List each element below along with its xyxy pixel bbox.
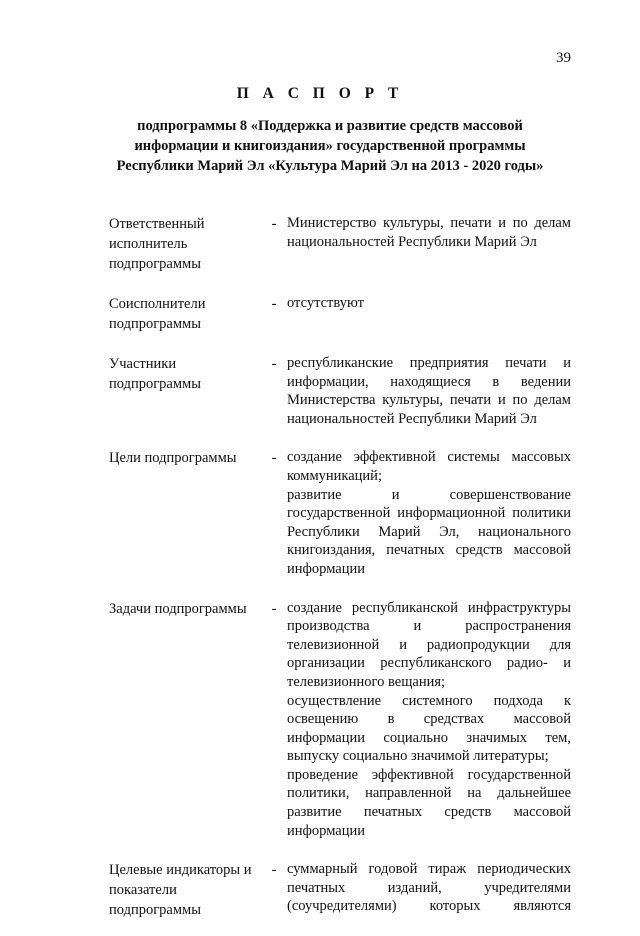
row-paragraph: республиканские предприятия печати и информации, находящиеся в ведении Министерства культуры, печати и по делам национальностей Республики Марий Эл bbox=[287, 355, 571, 427]
subtitle-line: подпрограммы 8 «Поддержка и развитие средств массовой bbox=[137, 118, 523, 134]
row-value bbox=[287, 294, 571, 334]
row-dash: - bbox=[271, 216, 277, 232]
passport-row-co-executors bbox=[109, 294, 571, 334]
row-dash: - bbox=[271, 600, 277, 617]
row-value bbox=[287, 860, 571, 916]
row-value bbox=[287, 214, 571, 274]
subtitle-line: информации и книгоиздания» государственной программы bbox=[134, 138, 526, 154]
passport-row-goals bbox=[109, 448, 571, 578]
row-label: Задачи подпрограммы bbox=[109, 600, 247, 617]
document-subtitle bbox=[100, 116, 560, 176]
row-label: Цели подпрограммы bbox=[109, 450, 237, 467]
row-paragraph: создание республиканской инфраструктуры производства и распространения телевизионной и радиопродукции для организации республиканского радио- и телевизионного вещания; bbox=[287, 599, 571, 690]
row-label: Целевые индикаторы и показатели подпрограммы bbox=[109, 862, 252, 919]
row-paragraph: осуществление системного подхода к освещению в средствах массовой информации социально значимых тем, выпуску социально значимой литературы; bbox=[287, 692, 571, 765]
row-dash: - bbox=[271, 450, 277, 467]
row-label: Участники подпрограммы bbox=[109, 356, 201, 392]
row-paragraph: Министерство культуры, печати и по делам национальностей Республики Марий Эл bbox=[287, 215, 571, 250]
row-dash: - bbox=[271, 296, 277, 312]
row-paragraph: суммарный годовой тираж периодических печатных изданий, учредителями (соучредителями) которых являются bbox=[287, 861, 571, 915]
row-value bbox=[287, 448, 571, 578]
row-paragraph: проведение эффективной государственной политики, направленной на дальнейшее развитие печатных средств массовой информации bbox=[287, 766, 571, 839]
passport-row-participants bbox=[109, 354, 571, 428]
page-number: 39 bbox=[556, 50, 571, 66]
row-value bbox=[287, 599, 571, 841]
row-dash: - bbox=[271, 862, 277, 879]
document-title: П А С П О Р Т bbox=[236, 85, 404, 102]
row-paragraph: развитие и совершенствование государственной информационной политики Республики Марий Эл, национального книгоиздания, печатных средств массовой информации bbox=[287, 486, 571, 577]
row-label: Ответственный исполнитель подпрограммы bbox=[109, 216, 205, 272]
passport-row-responsible-executor bbox=[109, 214, 571, 274]
passport-table bbox=[109, 214, 571, 936]
row-paragraph: отсутствуют bbox=[287, 295, 364, 311]
passport-row-tasks bbox=[109, 599, 571, 841]
row-dash: - bbox=[271, 356, 277, 372]
subtitle-line: Республики Марий Эл «Культура Марий Эл на 2013 - 2020 годы» bbox=[116, 158, 544, 174]
passport-row-target-indicators bbox=[109, 860, 571, 919]
row-label: Соисполнители подпрограммы bbox=[109, 296, 206, 332]
row-value bbox=[287, 354, 571, 428]
row-paragraph: создание эффективной системы массовых коммуникаций; bbox=[287, 449, 571, 484]
